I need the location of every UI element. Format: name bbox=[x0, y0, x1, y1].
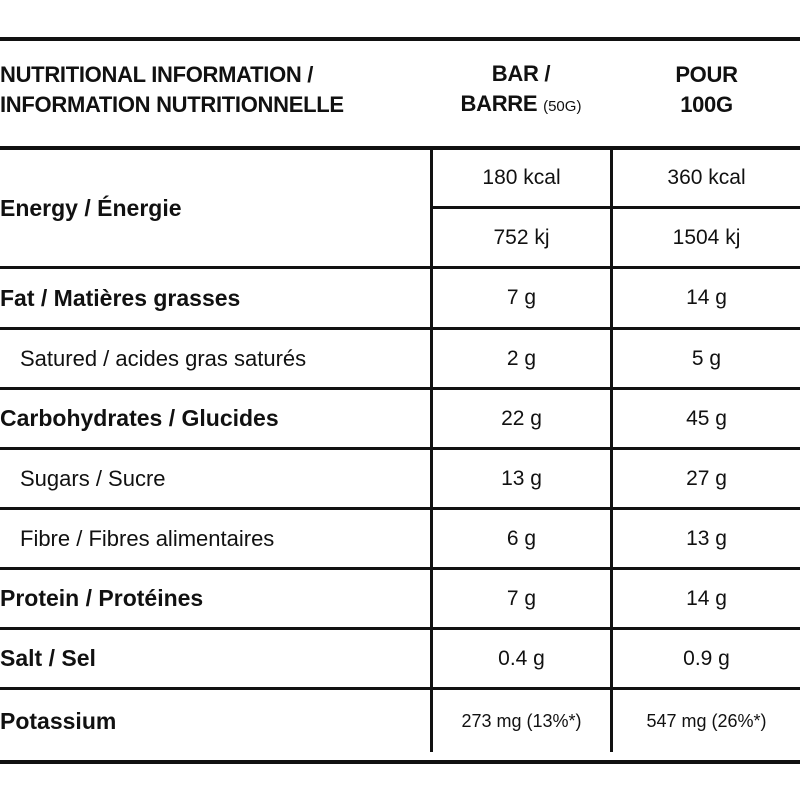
row-bar-salt: 0.4 g bbox=[498, 646, 545, 670]
row-label-fat: Fat / Matières grasses bbox=[0, 284, 241, 311]
header-bar-line1: BAR / bbox=[491, 60, 551, 86]
row-bar-potassium: 273 mg (13%*) bbox=[461, 710, 582, 731]
row-bar-fat: 7 g bbox=[506, 286, 537, 309]
row-per100-salt: 0.9 g bbox=[683, 646, 730, 670]
header-nutrition-label bbox=[0, 55, 430, 125]
header-bar-column bbox=[432, 55, 610, 125]
row-per100-potassium: 547 mg (26%*) bbox=[646, 710, 767, 731]
energy-label: Energy / Énergie bbox=[0, 194, 182, 221]
row-per100-carbohydrates: 45 g bbox=[686, 406, 727, 430]
energy-bar-kj: 752 kj bbox=[493, 225, 550, 249]
header-nutrition-fr: INFORMATION NUTRITIONNELLE bbox=[0, 92, 344, 117]
row-per100-fat: 14 g bbox=[686, 286, 727, 309]
row-bar-fibre: 6 g bbox=[506, 526, 537, 550]
header-nutrition-en: NUTRITIONAL INFORMATION / bbox=[0, 62, 314, 87]
top-rule bbox=[0, 37, 800, 41]
row-bar-protein: 7 g bbox=[506, 586, 537, 610]
energy-per100-kj: 1504 kj bbox=[672, 225, 741, 249]
energy-bar-kcal: 180 kcal bbox=[482, 166, 561, 189]
row-per100-sugars: 27 g bbox=[686, 466, 727, 490]
row-label-salt: Salt / Sel bbox=[0, 645, 96, 671]
header-bar-weight: (50G) bbox=[543, 97, 582, 115]
row-per100-fibre: 13 g bbox=[686, 526, 727, 550]
energy-per100-kcal: 360 kcal bbox=[667, 166, 746, 189]
row-label-carbohydrates: Carbohydrates / Glucides bbox=[0, 405, 279, 431]
header-bar-line2: BARRE bbox=[460, 90, 538, 116]
row-label-sugars: Sugars / Sucre bbox=[20, 465, 166, 491]
row-per100-saturated: 5 g bbox=[691, 346, 722, 370]
row-bar-carbohydrates: 22 g bbox=[501, 406, 542, 430]
row-per100-protein: 14 g bbox=[686, 586, 727, 610]
bottom-rule bbox=[0, 760, 800, 764]
row-bar-sugars: 13 g bbox=[501, 466, 542, 490]
row-label-potassium: Potassium bbox=[0, 707, 117, 734]
header-per100-line2: 100G bbox=[680, 92, 733, 117]
row-label-saturated: Satured / acides gras saturés bbox=[20, 345, 307, 371]
header-per100-line1: POUR bbox=[675, 62, 738, 87]
row-label-fibre: Fibre / Fibres alimentaires bbox=[20, 525, 275, 551]
row-label-protein: Protein / Protéines bbox=[0, 585, 204, 611]
header-per100-column bbox=[613, 55, 800, 125]
row-bar-saturated: 2 g bbox=[506, 346, 537, 370]
